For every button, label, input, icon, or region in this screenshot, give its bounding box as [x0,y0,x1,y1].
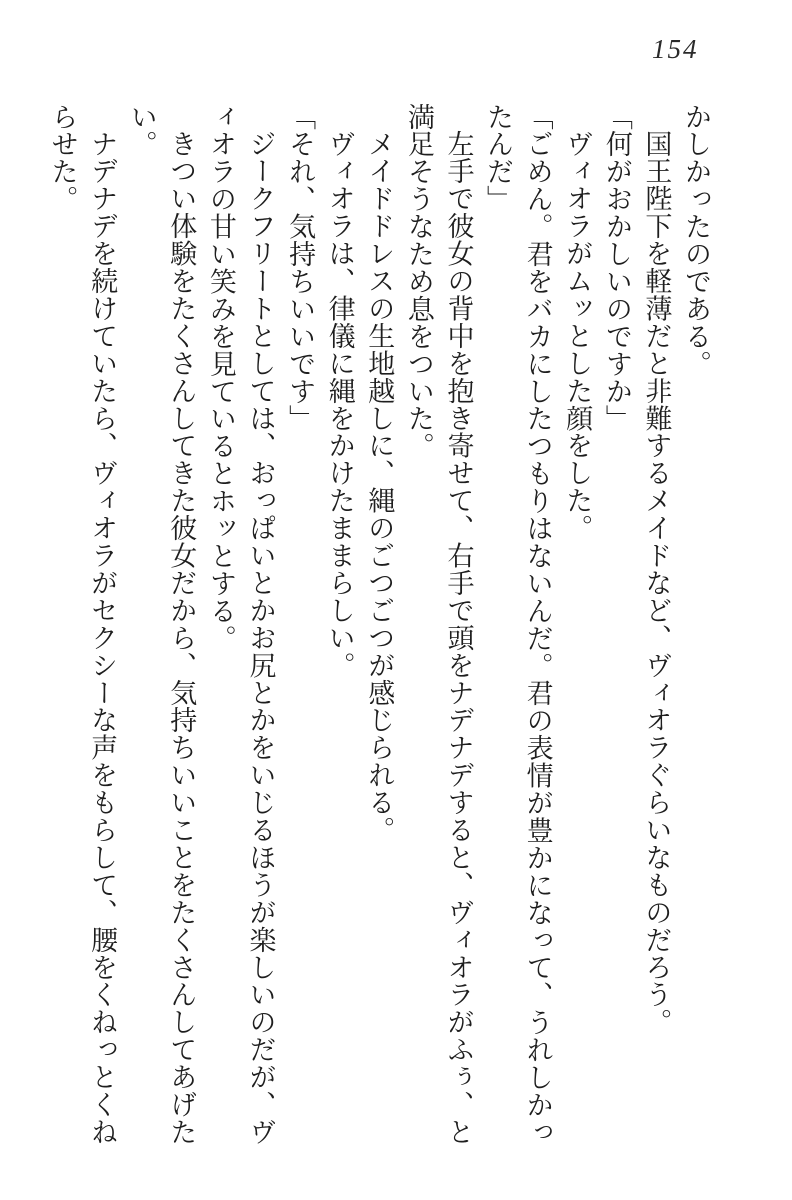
text-line: 満足そうなため息をついた。 [403,103,434,460]
text-line: 国王陛下を軽薄だと非難するメイドなど、ヴィオラぐらいなものだろう。 [641,130,672,1036]
text-line: ジークフリートとしては、おっぱいとかお尻とかをいじるほうが楽しいのだが、ヴ [245,130,276,1146]
text-line: 「何がおかしいのですか」 [601,103,632,433]
text-line: い。 [126,103,157,158]
text-line: ナデナデを続けていたら、ヴィオラがセクシーな声をもらして、腰をくねっとくね [87,130,118,1146]
text-line: ヴィオラは、律儀に縄をかけたままらしい。 [324,130,355,679]
text-line: 「それ、気持ちいいです」 [285,103,316,433]
text-line: 「ごめん。君をバカにしたつもりはないんだ。君の表情が豊かになって、うれしかっ [522,103,553,1147]
page-number: 154 [652,34,699,64]
text-line: 左手で彼女の背中を抱き寄せて、右手で頭をナデナデすると、ヴィオラがふぅ、と [443,130,474,1146]
text-line: きつい体験をたくさんしてきた彼女だから、気持ちいいことをたくさんしてあげた [166,130,197,1146]
text-line: ィオラの甘い笑みを見ているとホッとする。 [205,103,236,652]
text-line: らせた。 [47,103,78,213]
text-line: メイドドレスの生地越しに、縄のごつごつが感じられる。 [364,130,395,844]
body-text-block [42,103,715,1147]
text-line: たんだ」 [483,103,514,213]
text-line: ヴィオラがムッとした顔をした。 [562,130,593,542]
text-line: かしかったのである。 [681,103,711,378]
